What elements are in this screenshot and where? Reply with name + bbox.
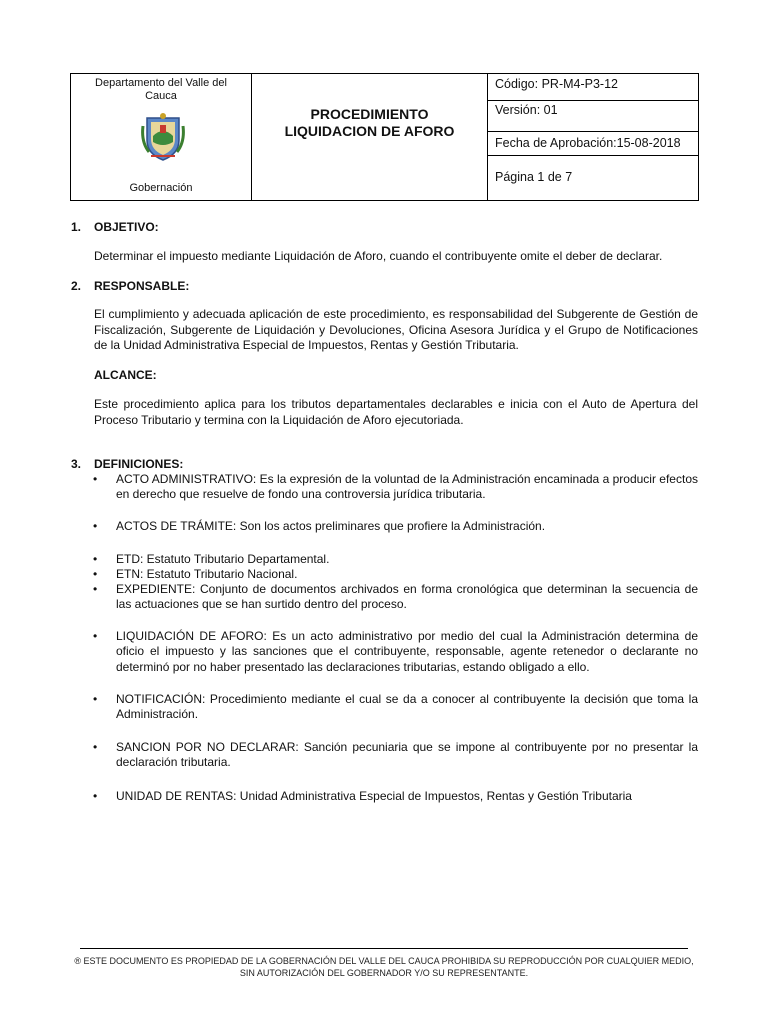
section-number: 2. [71,279,82,293]
code-value: PR-M4-P3-12 [541,77,618,91]
definition-item [93,472,698,503]
document-title-line1: PROCEDIMIENTO [310,106,429,122]
definition-text: ACTO ADMINISTRATIVO: Es la expresión de la voluntad de la Administración encaminada a producir efectos en derecho que resuelve de fondo una controversia jurídica tributaria. [116,472,698,502]
definition-item [93,552,698,567]
bullet-icon: • [93,552,98,566]
document-title-line2: LIQUIDACION DE AFORO [284,123,455,139]
section-responsable-heading [71,279,189,293]
bullet-icon: • [93,692,98,706]
definition-item [93,740,698,771]
definition-text: LIQUIDACIÓN DE AFORO: Es un acto administrativo por medio del cual la Administración determina de oficio el impuesto y las sanciones que el contribuyente, responsable, agente retenedor o declarante no determinó por no haber presentado las declaraciones tributarias, estando obligado a ello. [116,629,698,674]
footer-notice: ® ESTE DOCUMENTO ES PROPIEDAD DE LA GOBERNACIÓN DEL VALLE DEL CAUCA PROHIBIDA SU REPRODUCCIÓN POR CUALQUIER MEDIO, SIN AUTORIZACIÓN DEL GOBERNADOR Y/O SU REPRESENTANTE. [74,956,694,978]
definition-item [93,692,698,723]
section-objetivo-heading [71,220,159,234]
section-title: DEFINICIONES: [94,457,184,471]
bullet-icon: • [93,629,98,643]
definition-item [93,519,698,534]
section-title: RESPONSABLE: [94,279,190,293]
section-title: OBJETIVO: [94,220,159,234]
footer-divider [80,948,688,949]
definition-text: ACTOS DE TRÁMITE: Son los actos preliminares que profiere la Administración. [116,519,546,533]
bullet-icon: • [93,519,98,533]
header-meta-cell [488,74,698,200]
alcance-heading: ALCANCE: [94,368,157,382]
page-number: Página 1 de 7 [495,170,573,184]
definition-text: ETN: Estatuto Tributario Nacional. [116,567,298,581]
bullet-icon: • [93,472,98,486]
code-label: Código: [495,77,539,91]
government-label: Gobernación [129,182,193,194]
bullet-icon: • [93,567,98,581]
definition-text: ETD: Estatuto Tributario Departamental. [116,552,330,566]
section-number: 1. [71,220,82,234]
section-definiciones-heading [71,457,183,471]
header-entity-cell [71,74,252,200]
definition-text: UNIDAD DE RENTAS: Unidad Administrativa Especial de Impuestos, Rentas y Gestión Tributaria [116,789,632,803]
document-version: Versión: 01 [488,101,698,132]
definition-item [93,789,698,804]
section-number: 3. [71,457,82,471]
definition-text: SANCION POR NO DECLARAR: Sanción pecuniaria que se impone al contribuyente por no presentar la declaración tributaria. [116,740,698,770]
document-header-table [70,73,699,201]
approval-date: Fecha de Aprobación:15-08-2018 [488,132,698,156]
department-name: Departamento del Valle del Cauca [95,77,227,102]
definition-item [93,629,698,675]
coat-of-arms-icon [141,112,185,162]
definition-text: EXPEDIENTE: Conjunto de documentos archivados en forma cronológica que determinan la secuencia de las actuaciones que se han surtido dentro del proceso. [116,582,698,612]
definition-item [93,582,698,613]
bullet-icon: • [93,582,98,596]
document-code [488,74,698,101]
header-title-cell [252,74,488,200]
alcance-text: Este procedimiento aplica para los tributos departamentales declarables e inicia con el Auto de Apertura del Proceso Tributario y termina con la Liquidación de Aforo ejecutoriada. [94,397,698,427]
responsable-text: El cumplimiento y adecuada aplicación de este procedimiento, es responsabilidad del Subgerente de Gestión de Fiscalización, Subgerente de Liquidación y Devoluciones, Oficina Asesora Jurídica y el Grupo de Notificaciones de la Unidad Administrativa Especial de Impuestos, Rentas y Gestión Tributaria. [94,307,698,352]
bullet-icon: • [93,740,98,754]
definition-text: NOTIFICACIÓN: Procedimiento mediante el cual se da a conocer al contribuyente la decisión que toma la Administración. [116,692,698,722]
bullet-icon: • [93,789,98,803]
objetivo-text: Determinar el impuesto mediante Liquidación de Aforo, cuando el contribuyente omite el deber de declarar. [94,249,663,263]
definition-item [93,567,698,582]
